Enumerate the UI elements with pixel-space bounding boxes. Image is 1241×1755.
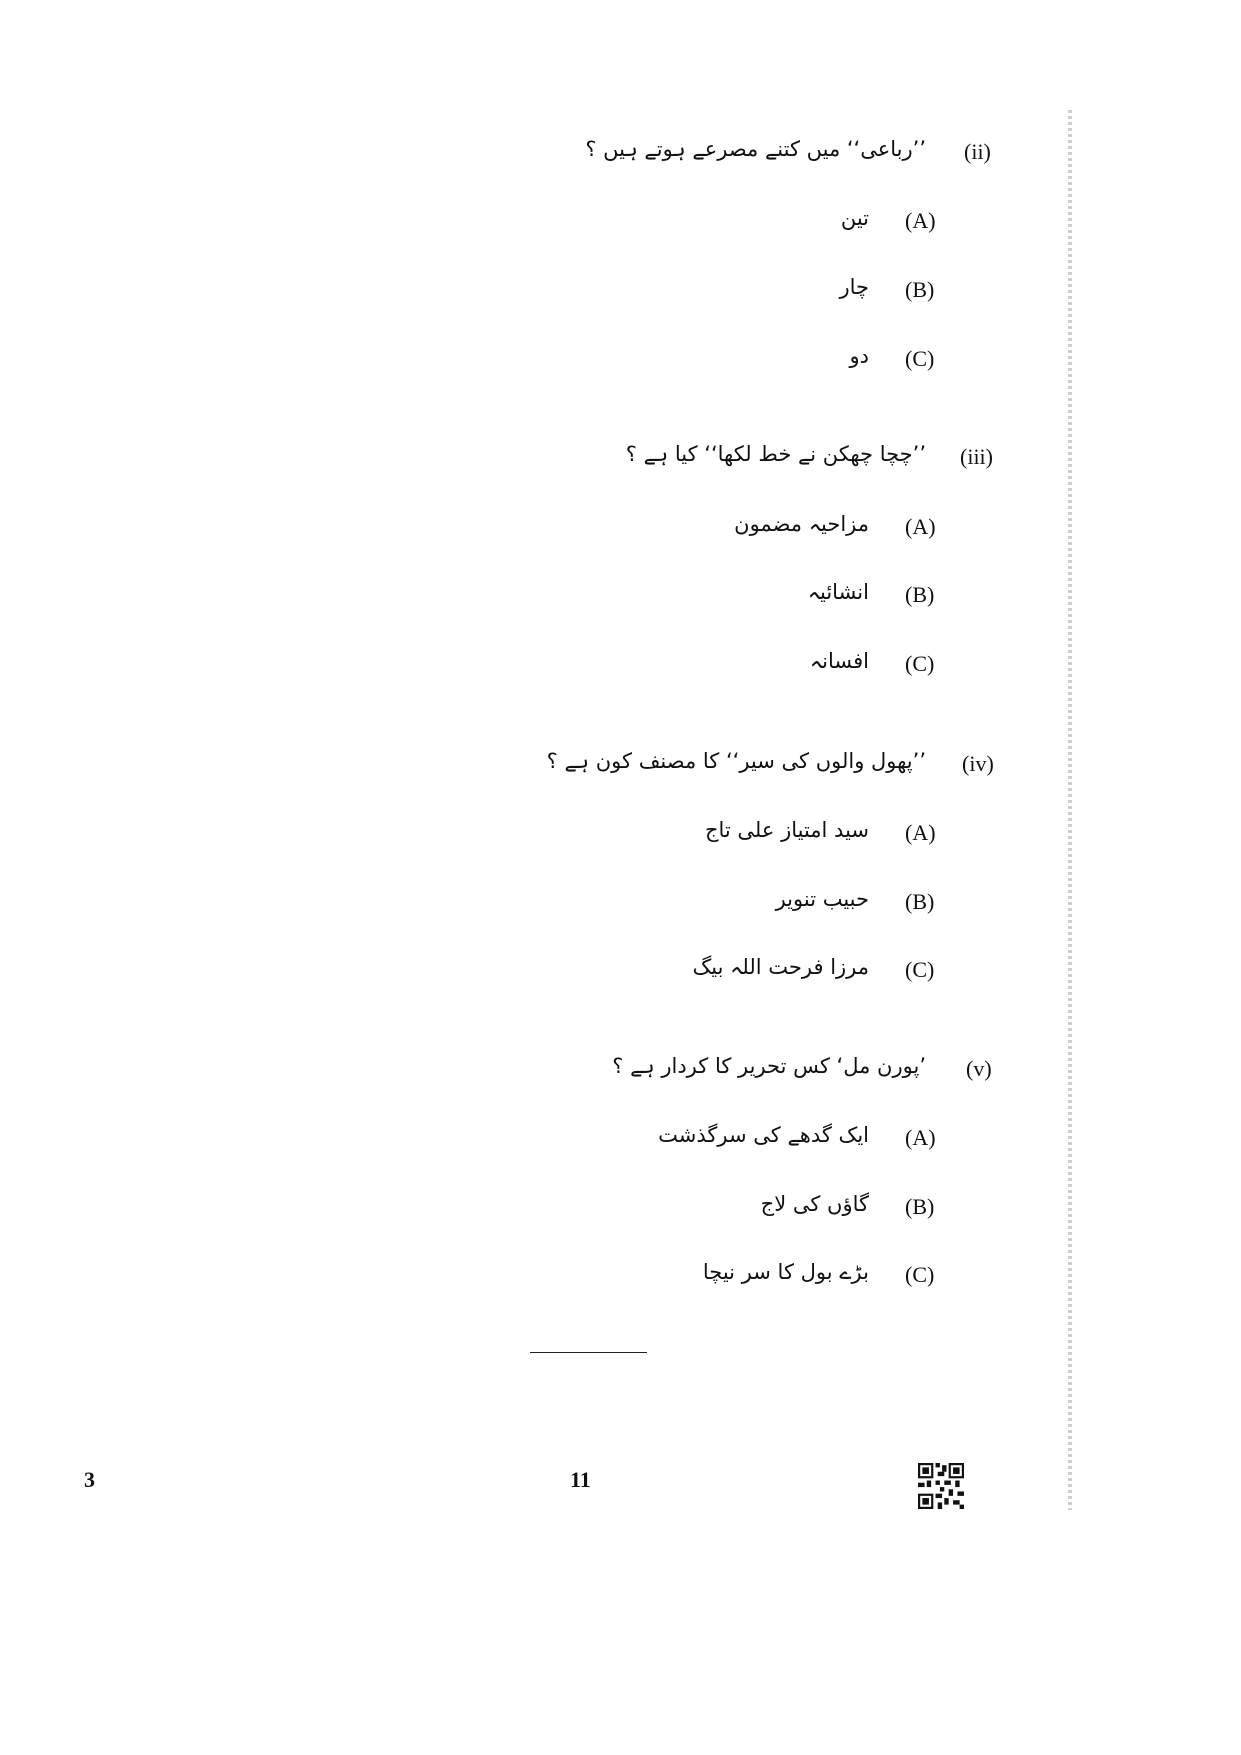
option-letter: (A)	[905, 1125, 936, 1150]
option-text: بڑے بول کا سر نیچا	[702, 1260, 869, 1284]
option-letter: (C)	[905, 957, 935, 982]
option-letter: (C)	[905, 346, 935, 371]
option-text: دو	[849, 344, 869, 368]
question-text: ’پورن مل‘ کس تحریر کا کردار ہے ؟	[612, 1054, 926, 1078]
end-rule	[530, 1352, 647, 1353]
option-text: حبیب تنویر	[775, 887, 869, 911]
option-text: افسانہ	[809, 649, 869, 673]
question-text: ’’پھول والوں کی سیر‘‘ کا مصنف کون ہے ؟	[546, 749, 926, 773]
option-text: تین	[840, 206, 869, 230]
question-number: (iii)	[960, 444, 993, 469]
page-number: 11	[570, 1467, 591, 1492]
option-letter: (C)	[905, 651, 935, 676]
option-text: سید امتیاز علی تاج	[704, 818, 869, 842]
question-text: ’’رباعی‘‘ میں کتنے مصرعے ہوتے ہیں ؟	[585, 137, 926, 161]
option-text: چار	[839, 275, 869, 299]
option-letter: (B)	[905, 889, 935, 914]
option-text: مزاحیہ مضمون	[734, 512, 869, 536]
option-letter: (B)	[905, 277, 935, 302]
qr-code-icon	[918, 1463, 964, 1509]
series-number: 3	[84, 1467, 95, 1492]
question-number: (v)	[966, 1056, 992, 1081]
option-letter: (B)	[905, 1194, 935, 1219]
option-text: مرزا فرحت اللہ بیگ	[692, 955, 869, 979]
option-text: گاؤں کی لاج	[760, 1192, 869, 1216]
question-text: ’’چچا چھکن نے خط لکھا‘‘ کیا ہے ؟	[625, 442, 926, 466]
question-number: (ii)	[964, 139, 991, 164]
side-watermark-strip	[1068, 110, 1072, 1510]
question-number: (iv)	[962, 751, 994, 776]
option-letter: (A)	[905, 208, 936, 233]
option-text: انشائیہ	[807, 580, 869, 604]
option-letter: (C)	[905, 1262, 935, 1287]
option-letter: (B)	[905, 582, 935, 607]
option-letter: (A)	[905, 820, 936, 845]
option-text: ایک گدھے کی سرگذشت	[658, 1123, 869, 1147]
option-letter: (A)	[905, 514, 936, 539]
